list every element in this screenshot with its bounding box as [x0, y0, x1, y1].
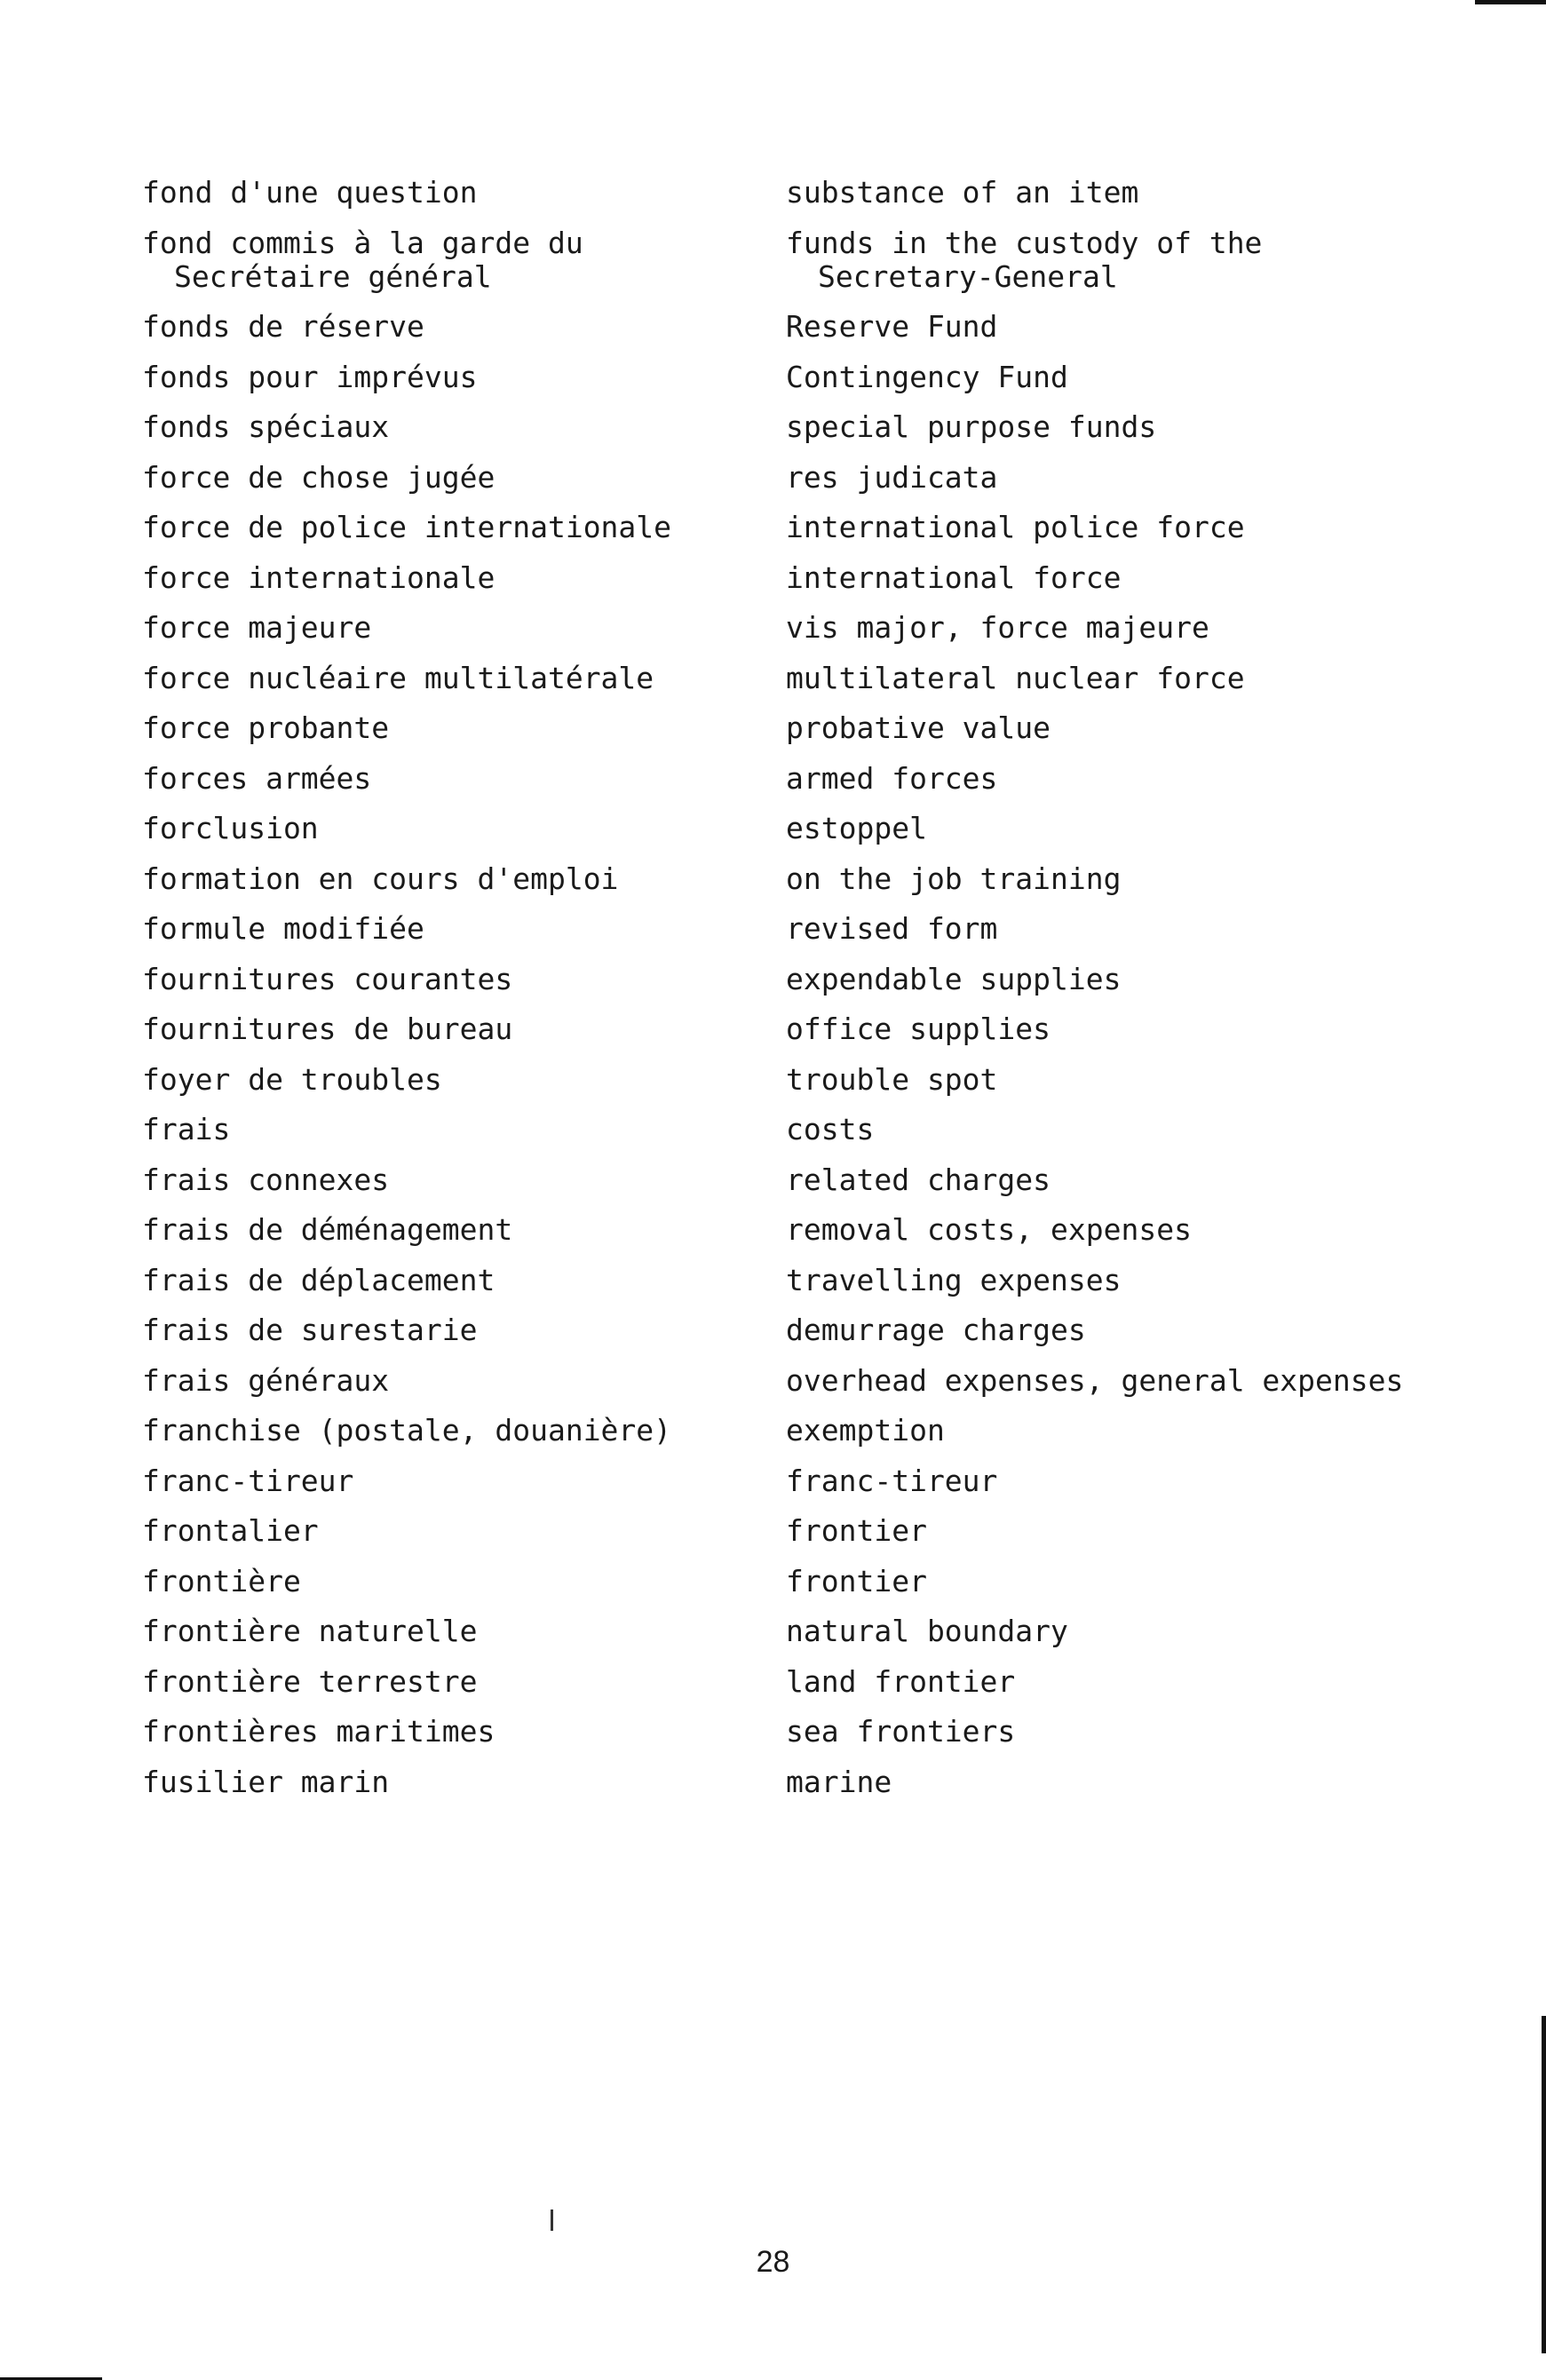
term-line: frontière terrestre — [142, 1663, 478, 1699]
term-line: fonds pour imprévus — [142, 359, 478, 394]
french-term-entry — [142, 361, 764, 394]
french-term-entry — [142, 1614, 764, 1648]
french-term-entry — [142, 461, 764, 495]
term-line: force internationale — [142, 559, 496, 595]
english-term-entry — [786, 1565, 1514, 1599]
term-line: revised form — [786, 911, 998, 946]
english-term-entry — [786, 762, 1514, 796]
english-terms-column — [786, 176, 1514, 1815]
term-line: probative value — [786, 710, 1051, 745]
english-term-entry — [786, 561, 1514, 595]
english-term-entry — [786, 1063, 1514, 1097]
french-term-entry — [142, 176, 764, 210]
french-term-entry — [142, 963, 764, 996]
term-line: related charges — [786, 1162, 1051, 1197]
french-term-entry — [142, 1665, 764, 1699]
english-term-entry — [786, 912, 1514, 946]
english-term-entry — [786, 1464, 1514, 1498]
french-term-entry — [142, 410, 764, 444]
french-term-entry — [142, 1765, 764, 1799]
term-line: franc-tireur — [786, 1463, 998, 1498]
french-term-entry — [142, 1514, 764, 1548]
term-line: formule modifiée — [142, 911, 424, 946]
term-line: force de chose jugée — [142, 459, 496, 495]
term-line: frais — [142, 1112, 231, 1146]
term-line: fusilier marin — [142, 1764, 390, 1799]
term-line: removal costs, expenses — [786, 1212, 1192, 1247]
term-line: substance of an item — [786, 175, 1139, 210]
term-line: frais de déménagement — [142, 1212, 513, 1247]
term-line: forclusion — [142, 811, 319, 845]
english-term-entry — [786, 1665, 1514, 1699]
term-line: special purpose funds — [786, 409, 1157, 444]
english-term-entry — [786, 361, 1514, 394]
term-line: frontier — [786, 1513, 927, 1548]
english-term-entry — [786, 862, 1514, 896]
french-term-entry — [142, 1565, 764, 1599]
term-line: multilateral nuclear force — [786, 660, 1245, 695]
term-line: franchise (postale, douanière) — [142, 1413, 672, 1448]
french-term-entry — [142, 561, 764, 595]
term-line: fonds de réserve — [142, 309, 424, 344]
term-line: marine — [786, 1764, 892, 1799]
term-line: frontière naturelle — [142, 1614, 478, 1648]
term-line: international police force — [786, 510, 1245, 544]
french-term-entry — [142, 511, 764, 544]
term-line: vis major, force majeure — [786, 610, 1209, 645]
stray-mark — [551, 2209, 553, 2231]
french-term-entry — [142, 1264, 764, 1297]
term-line: frais connexes — [142, 1162, 390, 1197]
english-term-entry — [786, 812, 1514, 845]
term-line: on the job training — [786, 861, 1122, 896]
french-term-entry — [142, 1715, 764, 1749]
term-line: fournitures de bureau — [142, 1012, 513, 1046]
term-line: travelling expenses — [786, 1262, 1122, 1297]
english-term-entry — [786, 1614, 1514, 1648]
french-term-entry — [142, 1012, 764, 1046]
french-term-entry — [142, 1163, 764, 1197]
term-line: exemption — [786, 1413, 945, 1448]
english-term-entry — [786, 1414, 1514, 1448]
english-term-entry — [786, 662, 1514, 695]
english-term-entry — [786, 711, 1514, 745]
term-line: overhead expenses, general expenses — [786, 1362, 1404, 1398]
term-line: frais de déplacement — [142, 1262, 496, 1297]
french-term-entry — [142, 1313, 764, 1347]
term-line: frais de surestarie — [142, 1313, 478, 1347]
term-line: international force — [786, 559, 1122, 595]
term-line: Contingency Fund — [786, 359, 1068, 394]
french-term-entry — [142, 662, 764, 695]
english-term-entry — [786, 1113, 1514, 1146]
english-term-entry — [786, 176, 1514, 210]
english-term-entry — [786, 611, 1514, 645]
french-term-entry — [142, 310, 764, 344]
english-term-entry — [786, 963, 1514, 996]
french-term-entry — [142, 912, 764, 946]
term-continuation-line: Secretary-General — [818, 258, 1118, 294]
term-line: fond commis à la garde du — [142, 225, 583, 260]
french-term-entry — [142, 611, 764, 645]
scan-edge-mark — [1542, 2016, 1546, 2353]
english-term-entry — [786, 310, 1514, 344]
term-line: funds in the custody of the — [786, 225, 1263, 260]
term-line: office supplies — [786, 1012, 1051, 1046]
term-continuation-line: Secrétaire général — [174, 258, 492, 294]
term-line: frais généraux — [142, 1362, 390, 1398]
term-line: fournitures courantes — [142, 961, 513, 996]
term-line: fonds spéciaux — [142, 409, 390, 444]
english-term-entry — [786, 1012, 1514, 1046]
term-line: force de police internationale — [142, 510, 672, 544]
french-term-entry — [142, 762, 764, 796]
term-line: force probante — [142, 710, 390, 745]
term-line: expendable supplies — [786, 961, 1122, 996]
page-number: 28 — [756, 2245, 790, 2279]
french-term-entry — [142, 1364, 764, 1398]
term-line: res judicata — [786, 459, 998, 495]
term-line: forces armées — [142, 760, 372, 796]
french-term-entry — [142, 711, 764, 745]
term-line: foyer de troubles — [142, 1061, 442, 1097]
english-term-entry — [786, 1163, 1514, 1197]
term-line: natural boundary — [786, 1614, 1068, 1648]
english-term-entry — [786, 410, 1514, 444]
scan-edge-mark — [1475, 0, 1546, 4]
english-term-entry — [786, 1514, 1514, 1548]
term-line: trouble spot — [786, 1061, 998, 1097]
term-line: frontier — [786, 1563, 927, 1599]
term-line: force nucléaire multilatérale — [142, 660, 654, 695]
english-term-entry — [786, 1364, 1514, 1398]
french-term-entry — [142, 1213, 764, 1247]
english-term-entry — [786, 1765, 1514, 1799]
term-line: demurrage charges — [786, 1313, 1086, 1347]
term-line: estoppel — [786, 811, 927, 845]
french-term-entry — [142, 1414, 764, 1448]
french-term-entry — [142, 862, 764, 896]
term-line: frontières maritimes — [142, 1714, 496, 1749]
french-terms-column — [142, 176, 764, 1815]
french-term-entry — [142, 1113, 764, 1146]
term-line: costs — [786, 1112, 875, 1146]
term-line: frontalier — [142, 1513, 319, 1548]
english-term-entry — [786, 1264, 1514, 1297]
term-line: formation en cours d'emploi — [142, 861, 619, 896]
term-line: franc-tireur — [142, 1463, 354, 1498]
term-line: force majeure — [142, 610, 372, 645]
term-line: Reserve Fund — [786, 309, 998, 344]
english-term-entry — [786, 1313, 1514, 1347]
term-line: sea frontiers — [786, 1714, 1016, 1749]
term-line: fond d'une question — [142, 175, 478, 210]
term-line: armed forces — [786, 760, 998, 796]
english-term-entry — [786, 461, 1514, 495]
term-line: frontière — [142, 1563, 301, 1599]
english-term-entry — [786, 511, 1514, 544]
french-term-entry — [142, 226, 764, 294]
english-term-entry — [786, 226, 1514, 294]
french-term-entry — [142, 812, 764, 845]
english-term-entry — [786, 1213, 1514, 1247]
french-term-entry — [142, 1464, 764, 1498]
term-line: land frontier — [786, 1663, 1016, 1699]
english-term-entry — [786, 1715, 1514, 1749]
french-term-entry — [142, 1063, 764, 1097]
